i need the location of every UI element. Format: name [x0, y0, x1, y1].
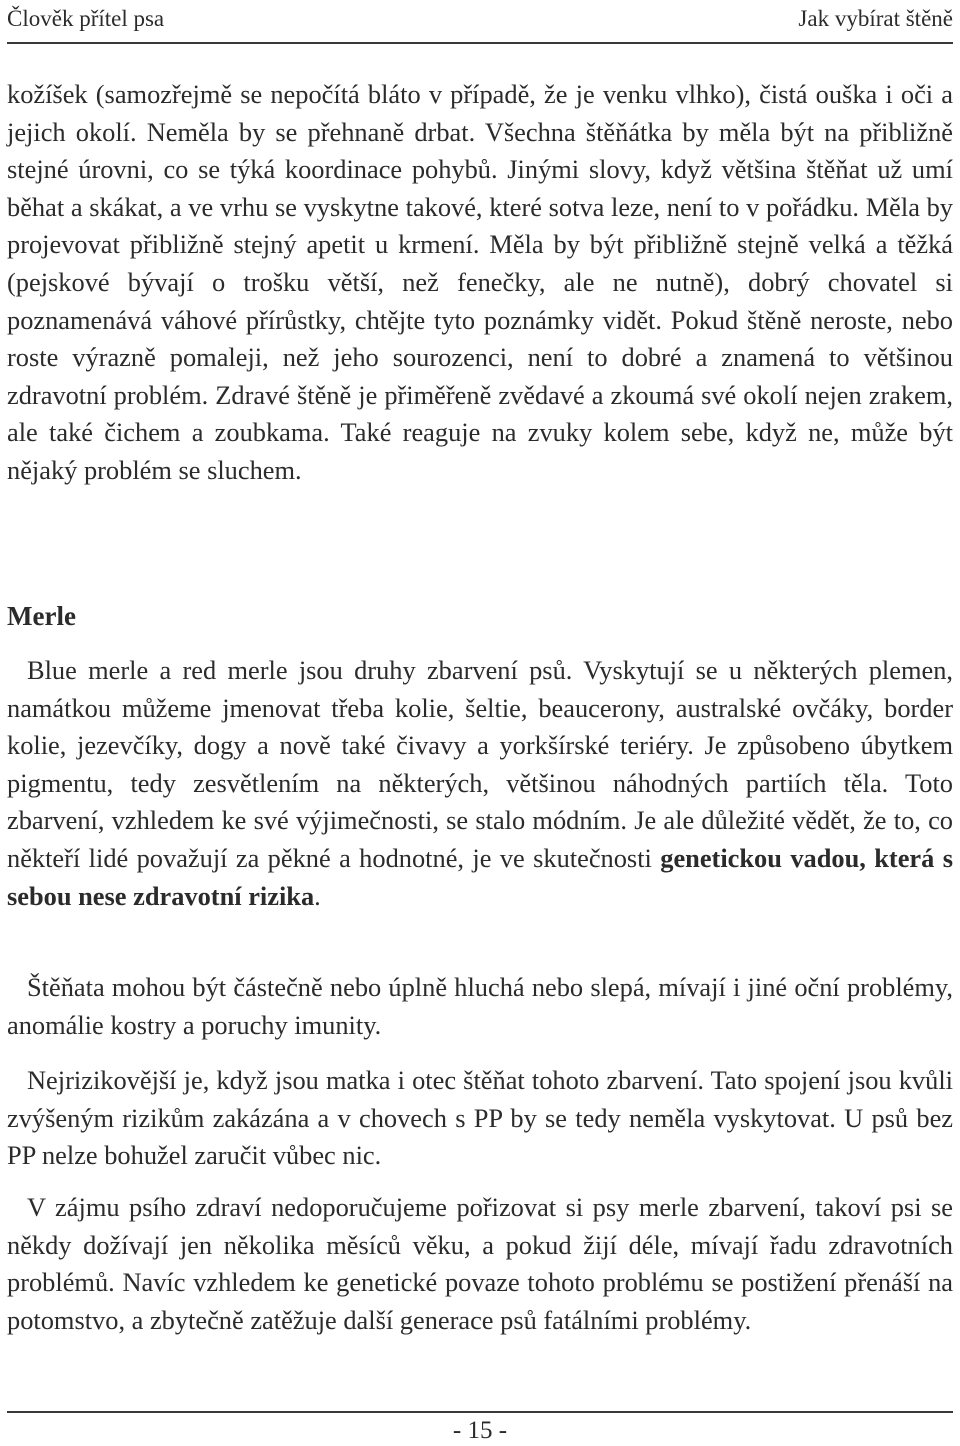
- merle-paragraph-1-text: Blue merle a red merle jsou druhy zbarvení psů. Vyskytují se u některých plemen, namátkou můžeme jmenovat třeba kolie, šeltie, beaucerony, australské ovčáky, border kolie, jezevčíky, dogy a nově také čivavy a yorkšírské teriéry. Je způsobeno úbytkem pigmentu, tedy zesvětlením na některých, většinou náhodných partiích těla. Toto zbarvení, vzhledem ke své výjimečnosti, se stalo módním. Je ale důležité vědět, že to, co někteří lidé považují za pěkné a hodnotné, je ve skutečnosti: [7, 655, 953, 873]
- merle-paragraph-2: Štěňata mohou být částečně nebo úplně hluchá nebo slepá, mívají i jiné oční problémy, anomálie kostry a poruchy imunity.: [7, 972, 953, 1040]
- section-heading-merle: Merle: [7, 601, 76, 631]
- merle-paragraph-3: Nejrizikovější je, když jsou matka i otec štěňat tohoto zbarvení. Tato spojení jsou kvůli zvýšeným rizikům zakázána a v chovech s PP by se tedy neměla vyskytovat. U psů bez PP nelze bohužel zaručit vůbec nic.: [7, 1065, 953, 1171]
- footer-rule: [7, 1411, 953, 1413]
- merle-paragraph-1-emphasis: genetickou vadou, která s sebou nese zdravotní rizika: [7, 842, 953, 911]
- merle-paragraph-4: V zájmu psího zdraví nedoporučujeme pořizovat si psy merle zbarvení, takoví psi se někdy dožívají jen několika měsíců věku, a pokud žijí déle, mívají řadu zdravotních problémů. Navíc vzhledem ke genetické povaze tohoto problému se postižení přenáší na potomstvo, a zbytečně zatěžuje další generace psů fatálními problémy.: [7, 1192, 953, 1335]
- header-rule: [7, 42, 953, 44]
- merle-paragraph-1-end: .: [314, 880, 321, 911]
- running-header: [7, 4, 953, 38]
- intro-paragraph: kožíšek (samozřejmě se nepočítá bláto v případě, že je venku vlhko), čistá ouška i oči a jejich okolí. Neměla by se přehnaně drbat. Všechna štěňátka by měla být na přibližně stejné úrovni, co se týká koordinace pohybů. Jinými slovy, když většina štěňat už umí běhat a skákat, a ve vrhu se vyskytne takové, které sotva leze, není to v pořádku. Měla by projevovat přibližně stejný apetit u krmení. Měla by být přibližně stejně velká a těžká (pejskové bývají o trošku větší, než fenečky, ale ne nutně), dobrý chovatel si poznamenává váhové přírůstky, chtějte tyto poznámky vidět. Pokud štěně neroste, nebo roste výrazně pomaleji, než jeho sourozenci, není to dobré a znamená to většinou zdravotní problém. Zdravé štěně je přiměřeně zvědavé a zkoumá své okolí nejen zrakem, ale také čichem a zoubkama. Také reaguje na zvuky kolem sebe, když ne, může být nějaký problém se sluchem.: [7, 79, 953, 485]
- page-number: - 15 -: [452, 1417, 508, 1444]
- merle-paragraph-1: [7, 652, 953, 915]
- header-book-title: Člověk přítel psa: [7, 6, 165, 31]
- header-chapter-title: Jak vybírat štěně: [798, 6, 953, 31]
